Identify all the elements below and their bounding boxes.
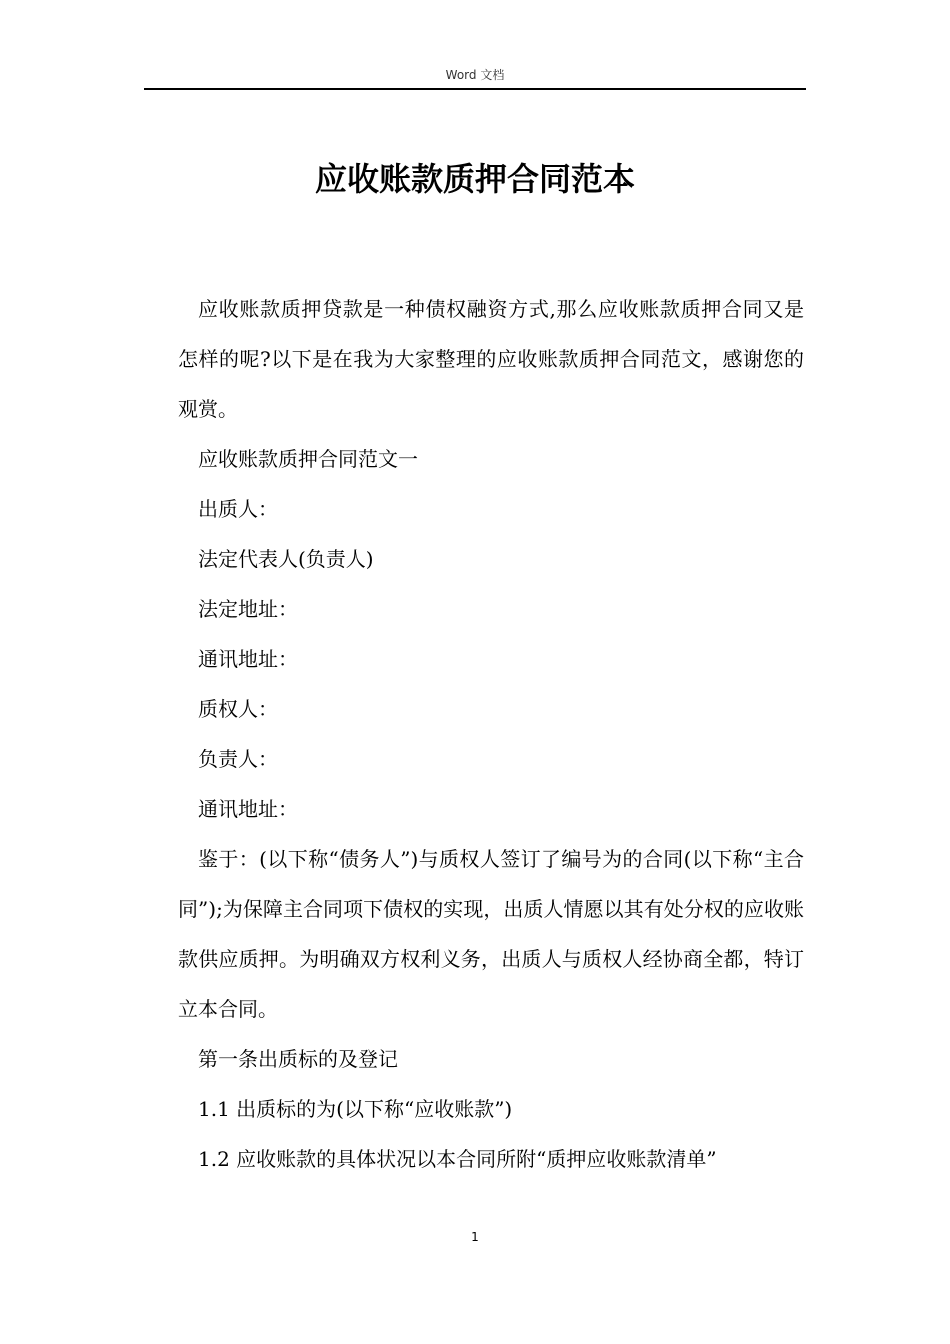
paragraph-section-heading: 应收账款质押合同范文一 <box>198 447 418 471</box>
paragraph-pledgee-mailing-address: 通讯地址： <box>198 797 298 821</box>
paragraph-recitals: 鉴于：(以下称“债务人”)与质权人签订了编号为的合同(以下称“主合同”);为保障主合同项下债权的实现，出质人情愿以其有处分权的应收账款供应质押。为明确双方权利义务，出质人与质权人经协商全都，特订立本合同。 <box>178 847 804 1021</box>
paragraph-intro: 应收账款质押贷款是一种债权融资方式,那么应收账款质押合同又是怎样的呢?以下是在我为大家整理的应收账款质押合同范文，感谢您的观赏。 <box>178 297 804 421</box>
paragraph-pledgee: 质权人： <box>198 697 278 721</box>
paragraph-legal-representative: 法定代表人(负责人) <box>198 547 374 571</box>
paragraph-clause-1-1: 1.1 出质标的为(以下称“应收账款”) <box>198 1097 513 1121</box>
paragraph-article-one: 第一条出质标的及登记 <box>198 1047 398 1071</box>
paragraph-pledgor: 出质人： <box>198 497 278 521</box>
paragraph-responsible-person: 负责人： <box>198 747 278 771</box>
document-title: 应收账款质押合同范本 <box>314 160 635 198</box>
page-number: 1 <box>471 1230 479 1244</box>
paragraph-mailing-address: 通讯地址： <box>198 647 298 671</box>
document-body <box>178 284 804 1184</box>
header-text: Word 文档 <box>445 68 505 82</box>
page-header <box>144 67 806 90</box>
paragraph-legal-address: 法定地址： <box>198 597 298 621</box>
paragraph-clause-1-2: 1.2 应收账款的具体状况以本合同所附“质押应收账款清单” <box>198 1147 717 1171</box>
